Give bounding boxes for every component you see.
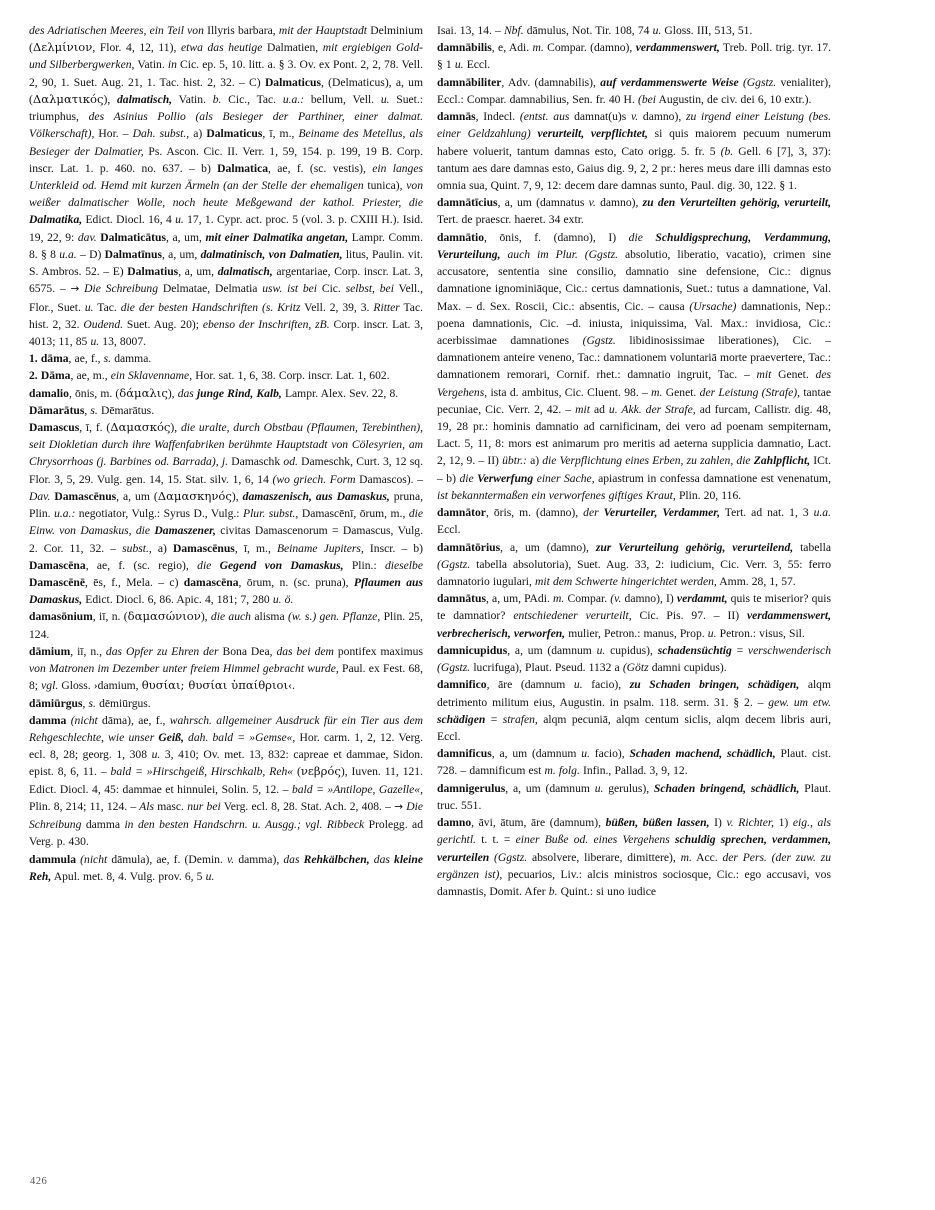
dictionary-entry: damnābilis, e, Adi. m. Compar. (damno), verdammenswert, Treb. Poll. trig. tyr. 17. § 1 u. Eccl. (437, 41, 831, 72)
dictionary-entry: damnificus, a, um (damnum u. facio), Schaden machend, schädlich, Plaut. cist. 728. – damnificum est m. folg. Infin., Pallad. 3, 9, 12. (437, 747, 831, 778)
dictionary-entry: 2. Dāma, ae, m., ein Sklavenname, Hor. sat. 1, 6, 38. Corp. inscr. Lat. 1, 602. (29, 369, 390, 383)
dictionary-entry: damnās, Indecl. (entst. aus damnat(u)s v. damno), zu irgend einer Leistung (bes. einer Geldzahlung) verurteilt, verpflichtet, si quis maiorem pecuum numerum habere voluerit, tantum damnas esto, Cato origg. 5. fr. 5 (b. Gell. 6 [7], 3, 37): tantum aes dare damnas esto, Gaius dig. 9, 2, 2 pr.: heres meus dare illi damnas esto omnia sua, Quint. 7, 9, 12: decem dare damnas sunto, Paul. dig. 30, 122. § 1. (437, 110, 831, 192)
left-column (29, 22, 423, 885)
two-column-text-body (29, 22, 906, 1152)
dictionary-entry: Isai. 13, 14. – Nbf. dāmulus, Not. Tir. 108, 74 u. Gloss. III, 513, 51. (437, 24, 753, 37)
dictionary-entry: des Adriatischen Meeres, ein Teil von Illyris barbara, mit der Hauptstadt Delminium (Δελμίνιον, Flor. 4, 12, 11), etwa das heutige Dalmatien, mit ergiebigen Gold- und Silberbergwerken, Vatin. in Cic. ep. 5, 10. litt. a. § 3. Ov. ex Pont. 2, 2, 78. Vell. 2, 90, 1. Suet. Aug. 21, 1. Tac. hist. 2, 32. – C) Dalmaticus, (Delmaticus), a, um (Δαλματικός), dalmatisch, Vatin. b. Cic., Tac. u.a.: bellum, Vell. u. Suet.: triumphus, des Asinius Pollio (als Besieger der Parthiner, einer dalmat. Völkerschaft), Hor. – Dah. subst., a) Dalmaticus, ī, m., Beiname des Metellus, als Besieger der Dalmatier, Ps. Ascon. Cic. II. Verr. 1, 59, 154. p. 199, 19 B. Corp. inscr. Lat. 1. p. 460. no. 637. – b) Dalmatica, ae, f. (sc. vestis), ein langes Unterkleid od. Hemd mit kurzen Ärmeln (an der Stelle der ehemaligen tunica), von weißer dalmatischer Wolle, noch heute Meßgewand der kathol. Priester, die Dalmatika, Edict. Diocl. 16, 4 u. 17, 1. Cypr. act. proc. 5 (vol. 3. p. CXIII H.). Isid. 19, 22, 9: dav. Dalmaticātus, a, um, mit einer Dalmatika angetan, Lampr. Comm. 8. § 8 u.a. – D) Dalmatīnus, a, um, dalmatinisch, von Dalmatien, litus, Paulin. vit. S. Ambros. 52. – E) Dalmatius, a, um, dalmatisch, argentariae, Corp. inscr. Lat. 3, 6575. – → Die Schreibung Delmatae, Delmatia usw. ist bei Cic. selbst, bei Vell., Flor., Suet. u. Tac. die der besten Handschriften (s. Kritz Vell. 2, 39, 3. Ritter Tac. hist. 2, 32. Oudend. Suet. Aug. 20); ebenso der Inschriften, zB. Corp. inscr. Lat. 3, 4013; 11, 85 u. 13, 8007. (29, 24, 424, 348)
dictionary-entry: 1. dāma, ae, f., s. damma. (29, 352, 152, 366)
dictionary-entry: damnigerulus, a, um (damnum u. gerulus), Schaden bringend, schädlich, Plaut. truc. 551. (437, 781, 832, 812)
dictionary-entry: damnicupidus, a, um (damnum u. cupidus), schadensüchtig = verschwenderisch (Ggstz. lucrifuga), Plaut. Pseud. 1132 a (Götz damni cupidus). (437, 643, 831, 675)
dictionary-entry: damnātōrius, a, um (damno), zur Verurteilung gehörig, verurteilend, tabella (Ggstz. tabella absolutoria), Suet. Aug. 33, 2: iudicium, Cic. Verr. 3, 55: ferro damnatorio iugulari, mit dem Schwerte hingerichtet werden, Amm. 28, 1, 57. (437, 540, 831, 588)
dictionary-entry: damnifico, āre (damnum u. facio), zu Schaden bringen, schädigen, alqm detrimento militum eius, Augustin. in psalm. 118. serm. 31. § 2. – gew. um etw. schädigen = strafen, alqm pecuniā, alqm centum siclis, alqm decem libris auri, Eccl. (437, 678, 831, 743)
dictionary-entry: damnābiliter, Adv. (damnabilis), auf verdammenswerte Weise (Ggstz. venialiter), Eccl.: Compar. damnabilius, Sen. fr. 40 H. (bei Augustin, de civ. dei 6, 10 extr.). (437, 75, 831, 106)
dictionary-entry: damno, āvi, ātum, āre (damnum), büßen, büßen lassen, I) v. Richter, 1) eig., als gerichtl. t. t. = einer Buße od. eines Vergehens schuldig sprechen, verdammen, verurteilen (Ggstz. absolvere, liberare, dimittere), m. Acc. der Pers. (der zuw. zu ergänzen ist), pecuarios, Liv.: alcis ministros sociosque, Cic.: ego accusavi, vos damnastis, Domit. Afer b. Quint.: si uno iudice (437, 816, 832, 898)
dictionary-entry: damnātio, ōnis, f. (damno), I) die Schuldigsprechung, Verdammung, Verurteilung, auch im Plur. (Ggstz. absolutio, liberatio, vacatio), crimen sine accusatore, sententia sine consilio, damnatio sine defensione, Cic.: dignus damnatione ignominiāque, Cic.: certus damnationis, Suet.: tutus a damnatione, Val. Max. – d. Sex. Roscii, Cic.: absentis, Cic. – causa (Ursache) damnationis, Nep.: poena damnationis, Cic. –d. iniusta, iniquissima, Val. Max.: invidiosa, Cic.: acerbissimae damnationes (Ggstz. libidinosissimae liberationes), Cic. – damnationem anteire veneno, Tac.: damnationem voluntariā morte praevertere, Tac.: damnationem remorari, Cornif. rhet.: damnatio ingruit, Tac. – mit Genet. des Vergehens, ista d. ambitus, Cic. Cluent. 98. – m. Genet. der Leistung (Strafe), tantae pecuniae, Cic. Verr. 2, 42. – mit ad u. Akk. der Strafe, ad furcam, Callistr. dig. 48, 19, 28 pr.: hominis damnatio ad carnificinam, dei vero ad poenam sempiternam, Lact. 5, 11, 8: mors est animarum pro meritis ad aeterna supplicia damnatio, Lact. 2, 12, 9. – II) übtr.: a) die Verpflichtung eines Erben, zu zahlen, die Zahlpflicht, ICt. – b) die Verwerfung einer Sache, apiastrum in confessa damnatione est venenatum, ist bekanntermaßen ein verworfenes giftiges Kraut, Plin. 20, 116. (437, 230, 832, 502)
dictionary-entry: Dāmarātus, s. Dēmarātus. (29, 403, 155, 417)
dictionary-entry: damnātīcius, a, um (damnatus v. damno), zu den Verurteilten gehörig, verurteilt, Tert. de praescr. haeret. 34 extr. (437, 196, 831, 227)
dictionary-entry: damalio, ōnis, m. (δάμαλις), das junge Rind, Kalb, Lampr. Alex. Sev. 22, 8. (29, 385, 399, 400)
dictionary-entry: damnātus, a, um, PAdi. m. Compar. (v. damno), I) verdammt, quis te miserior? quis te damnatior? entschiedener verurteilt, Cic. Pis. 97. – II) verdammenswert, verbrecherisch, verworfen, mulier, Petron.: manus, Prop. u. Petron.: visus, Sil. (437, 592, 832, 640)
right-column (437, 22, 831, 900)
dictionary-entry: dāmium, iī, n., das Opfer zu Ehren der Bona Dea, das bei dem pontifex maximus von Matronen im Dezember unter freiem Himmel gebracht wurde, Paul. ex Fest. 68, 8; vgl. Gloss. ›damium, θυσίαι; θυσίαι ὑπαίθριοι‹. (29, 644, 423, 693)
page-number: 426 (30, 1176, 48, 1187)
dictionary-entry: dammula (nicht dāmula), ae, f. (Demin. v. damma), das Rehkälbchen, das kleine Reh, Apul. met. 8, 4. Vulg. prov. 6, 5 u. (29, 852, 423, 883)
dictionary-entry: Damascus, ī, f. (Δαμασκός), die uralte, durch Obstbau (Pflaumen, Terebinthen), seit Diokletian durch ihre Waffenfabriken berühmte Hauptstadt von Cölesyrien, am Chrysorrhoas (j. Barbines od. Barrada), j. Damaschk od. Dameschk, Curt. 3, 12 sq. Flor. 3, 5, 29. Vulg. gen. 14, 15. Stat. silv. 1, 6, 14 (wo griech. Form Damascos). – Dav. Damascēnus, a, um (Δαμασκηνός), damaszenisch, aus Damaskus, pruna, Plin. u.a.: negotiator, Vulg.: Syrus D., Vulg.: Plur. subst., Damascēnī, ōrum, m., die Einw. von Damaskus, die Damaszener, civitas Damascenorum = Damascus, Vulg. 2. Cor. 11, 32. – subst., a) Damascēnus, ī, m., Beiname Jupiters, Inscr. – b) Damascēna, ae, f. (sc. regio), die Gegend von Damaskus, Plin.: dieselbe Damascēnē, ēs, f., Mela. – c) damascēna, ōrum, n. (sc. pruna), Pflaumen aus Damaskus, Edict. Diocl. 6, 86. Apic. 4, 181; 7, 280 u. ö. (29, 420, 424, 607)
dictionary-entry: damma (nicht dāma), ae, f., wahrsch. allgemeiner Ausdruck für ein Tier aus dem Rehgeschlechte, wie unser Geiß, dah. bald = »Gemse«, Hor. carm. 1, 2, 12. Verg. ecl. 8, 28; georg. 1, 308 u. 3, 410; Ov. met. 13, 832: capreae et dammae, Sidon. epist. 8, 6, 11. – bald = »Hirschgeiß, Hirschkalb, Reh« (νεβρός), Iuven. 11, 121. Edict. Diocl. 4, 45: dammae et hinnulei, Solin. 5, 12. – bald = »Antilope, Gazelle«, Plin. 8, 214; 11, 124. – Als masc. nur bei Verg. ecl. 8, 28. Stat. Ach. 2, 408. – → Die Schreibung damma in den besten Handschrn. u. Ausgg.; vgl. Ribbeck Prolegg. ad Verg. p. 430. (29, 713, 423, 849)
dictionary-entry: damasōnium, iī, n. (δαμασώνιον), die auch alisma (w. s.) gen. Pflanze, Plin. 25, 124. (29, 609, 423, 641)
dictionary-entry: dāmiūrgus, s. dēmiūrgus. (29, 696, 151, 710)
dictionary-entry: damnātor, ōris, m. (damno), der Verurteiler, Verdammer, Tert. ad nat. 1, 3 u.a. Eccl. (437, 506, 831, 537)
